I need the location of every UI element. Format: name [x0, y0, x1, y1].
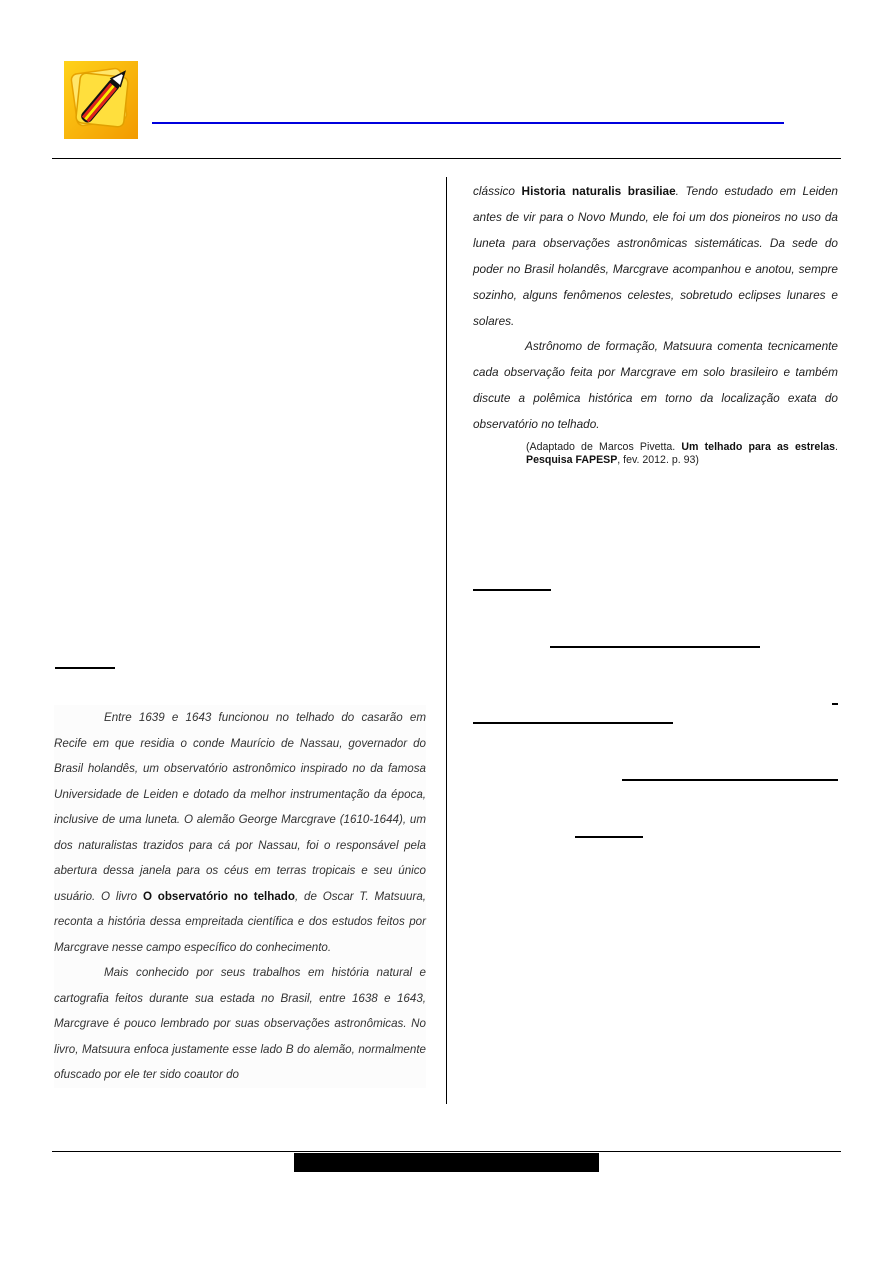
column-divider: [446, 177, 447, 1104]
footer-redacted-bar: [294, 1153, 599, 1172]
answer-blank-line: [550, 646, 760, 648]
answer-blank-line: [575, 836, 643, 838]
passage-paragraph: clássico Historia naturalis brasiliae. Tendo estudado em Leiden antes de vir para o Novo Mundo, ele foi um dos pioneiros no uso da luneta para observações astronômicas sistemáticas. Da sede do poder no Brasil holandês, Marcgrave acompanhou e anotou, sempre sozinho, alguns fenômenos celestes, sobretudo eclipses lunares e solares.: [473, 184, 838, 328]
book-title: O observatório no telhado: [142, 889, 295, 903]
passage-paragraph: Mais conhecido por seus trabalhos em história natural e cartografia feitos durante sua estada no Brasil, entre 1638 e 1643, Marcgrave é pouco lembrado por suas observações astronômicas. No livro, Matsuura enfoca justamente esse lado B do alemão, normalmente ofuscado por ele ter sido coautor do: [54, 966, 426, 1081]
passage-paragraph: Astrônomo de formação, Matsuura comenta tecnicamente cada observação feita por Marcgrave em solo brasileiro e também discute a polêmica histórica em torno da localização exata do observatório no telhado.: [473, 339, 838, 432]
passage-text: [54, 705, 426, 1088]
answer-blank-line: [622, 779, 838, 781]
answer-blank-line: [832, 703, 838, 705]
answer-blank-line: [473, 722, 673, 724]
book-title: Historia naturalis brasiliae: [521, 184, 676, 198]
answer-blank-line: [473, 589, 551, 591]
passage-paragraph: Entre 1639 e 1643 funcionou no telhado do casarão em Recife em que residia o conde Maurício de Nassau, governador do Brasil holandês, um observatório astronômico inspirado no da famosa Universidade de Leiden e dotado da melhor instrumentação da época, inclusive de uma luneta. O alemão George Marcgrave (1610-1644), um dos naturalistas trazidos para cá por Nassau, foi o responsável pela abertura dessa janela para os céus em terras tropicais e seu único usuário. O livro O observatório no telhado, de Oscar T. Matsuura, reconta a história dessa empreitada científica e dos estudos feitos por Marcgrave nesse campo específico do conhecimento.: [54, 711, 427, 954]
pencil-logo-icon: [64, 61, 138, 139]
header-title-line: [152, 122, 784, 124]
source-citation: (Adaptado de Marcos Pivetta. Um telhado para as estrelas. Pesquisa FAPESP, fev. 2012. p. 93): [526, 441, 838, 466]
footer-divider: [52, 1151, 841, 1152]
header-divider: [52, 158, 841, 159]
passage-continuation: [473, 179, 838, 438]
answer-blank-line: [55, 667, 115, 669]
